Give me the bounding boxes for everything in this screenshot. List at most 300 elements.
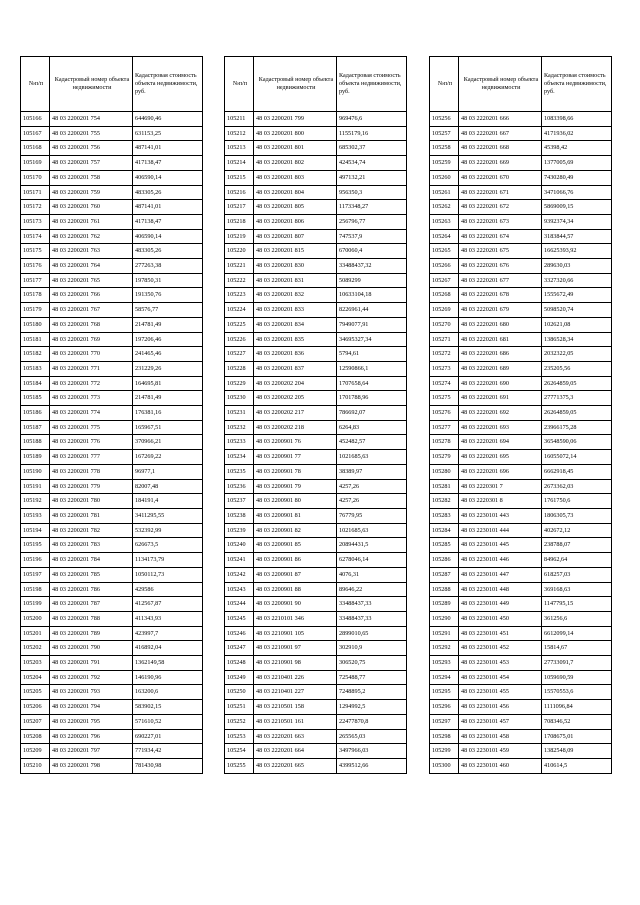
cell-cadastral-value: 102621,08 xyxy=(542,317,612,332)
cell-cadastral-value: 1173348,27 xyxy=(337,200,407,215)
cell-cadastral-value: 36548590,06 xyxy=(542,435,612,450)
cell-cadastral-number: 48 03 2200201 794 xyxy=(50,700,133,715)
cell-num: 105216 xyxy=(225,185,254,200)
table-row xyxy=(225,435,407,450)
table-row xyxy=(225,376,407,391)
table-row xyxy=(430,347,612,362)
table-row xyxy=(225,361,407,376)
table-row xyxy=(21,523,203,538)
cell-cadastral-value: 34695327,34 xyxy=(337,332,407,347)
table-row xyxy=(430,259,612,274)
table-row xyxy=(430,494,612,509)
cell-cadastral-number: 48 03 2200201 836 xyxy=(254,347,337,362)
cell-cadastral-number: 48 03 2220201 675 xyxy=(459,244,542,259)
table-row xyxy=(225,112,407,127)
cell-num: 105293 xyxy=(430,656,459,671)
table-row xyxy=(430,112,612,127)
cell-cadastral-value: 214781,49 xyxy=(133,317,203,332)
cell-num: 105273 xyxy=(430,361,459,376)
cell-cadastral-number: 48 03 2200201 755 xyxy=(50,126,133,141)
cell-cadastral-number: 48 03 2200901 79 xyxy=(254,479,337,494)
cell-cadastral-number: 48 03 2200201 800 xyxy=(254,126,337,141)
cell-cadastral-value: 96977,1 xyxy=(133,464,203,479)
cell-num: 105167 xyxy=(21,126,50,141)
cell-num: 105296 xyxy=(430,700,459,715)
cell-num: 105252 xyxy=(225,714,254,729)
cell-cadastral-number: 48 03 2200901 88 xyxy=(254,582,337,597)
table-row xyxy=(430,508,612,523)
cell-num: 105231 xyxy=(225,406,254,421)
cell-cadastral-number: 48 03 2200901 78 xyxy=(254,464,337,479)
cell-cadastral-number: 48 03 2230101 444 xyxy=(459,523,542,538)
cell-num: 105263 xyxy=(430,214,459,229)
cell-cadastral-number: 48 03 2200201 786 xyxy=(50,582,133,597)
cell-num: 105166 xyxy=(21,112,50,127)
cell-num: 105189 xyxy=(21,450,50,465)
cell-num: 105220 xyxy=(225,244,254,259)
cell-num: 105284 xyxy=(430,523,459,538)
table-row xyxy=(225,611,407,626)
cell-num: 105262 xyxy=(430,200,459,215)
cell-num: 105287 xyxy=(430,567,459,582)
cell-cadastral-number: 48 03 2230101 446 xyxy=(459,553,542,568)
cell-num: 105172 xyxy=(21,200,50,215)
cell-num: 105232 xyxy=(225,420,254,435)
header-num: №п/п xyxy=(225,57,254,112)
cell-cadastral-number: 48 03 2200201 769 xyxy=(50,332,133,347)
cell-cadastral-number: 48 03 2210901 97 xyxy=(254,641,337,656)
table-row xyxy=(225,450,407,465)
table-row xyxy=(225,126,407,141)
cell-cadastral-value: 33488437,32 xyxy=(337,259,407,274)
cell-num: 105187 xyxy=(21,420,50,435)
cell-num: 105171 xyxy=(21,185,50,200)
cell-num: 105280 xyxy=(430,464,459,479)
cell-num: 105300 xyxy=(430,758,459,773)
cell-cadastral-number: 48 03 2200901 82 xyxy=(254,523,337,538)
table-row xyxy=(430,553,612,568)
cell-cadastral-number: 48 03 2200901 80 xyxy=(254,494,337,509)
cell-cadastral-value: 184191,4 xyxy=(133,494,203,509)
cell-cadastral-number: 48 03 2220201 680 xyxy=(459,317,542,332)
cell-cadastral-number: 48 03 2200201 758 xyxy=(50,170,133,185)
cell-cadastral-number: 48 03 2200201 761 xyxy=(50,214,133,229)
cell-cadastral-value: 487141,01 xyxy=(133,141,203,156)
table-row xyxy=(225,567,407,582)
cell-num: 105228 xyxy=(225,361,254,376)
cell-num: 105227 xyxy=(225,347,254,362)
cell-cadastral-number: 48 03 2220201 686 xyxy=(459,347,542,362)
cell-cadastral-value: 27771375,3 xyxy=(542,391,612,406)
table-row xyxy=(430,332,612,347)
table-row xyxy=(430,406,612,421)
cell-cadastral-value: 1707658,64 xyxy=(337,376,407,391)
cell-num: 105188 xyxy=(21,435,50,450)
cell-num: 105178 xyxy=(21,288,50,303)
cadastral-table-3 xyxy=(429,56,612,774)
cell-cadastral-number: 48 03 2200201 766 xyxy=(50,288,133,303)
cell-cadastral-value: 1147795,15 xyxy=(542,597,612,612)
cell-cadastral-number: 48 03 2200901 90 xyxy=(254,597,337,612)
cell-num: 105224 xyxy=(225,303,254,318)
cell-cadastral-value: 483305,26 xyxy=(133,244,203,259)
cell-num: 105299 xyxy=(430,744,459,759)
table-row xyxy=(225,744,407,759)
cell-cadastral-value: 15814,67 xyxy=(542,641,612,656)
header-cadastral-number: Кадастровый номер объекта недвижимости xyxy=(254,57,337,112)
table-row xyxy=(225,214,407,229)
cell-cadastral-number: 48 03 2220201 676 xyxy=(459,259,542,274)
cell-cadastral-value: 167269,22 xyxy=(133,450,203,465)
cell-cadastral-number: 48 03 2220201 678 xyxy=(459,288,542,303)
cell-cadastral-value: 4257,26 xyxy=(337,494,407,509)
table-row xyxy=(430,435,612,450)
cell-num: 105184 xyxy=(21,376,50,391)
table-row xyxy=(21,700,203,715)
header-num: №п/п xyxy=(430,57,459,112)
cell-cadastral-number: 48 03 2230101 456 xyxy=(459,700,542,715)
cell-num: 105214 xyxy=(225,156,254,171)
cell-num: 105180 xyxy=(21,317,50,332)
cell-cadastral-value: 406590,14 xyxy=(133,229,203,244)
cell-num: 105254 xyxy=(225,744,254,759)
cell-cadastral-number: 48 03 2200201 789 xyxy=(50,626,133,641)
table-row xyxy=(225,656,407,671)
cell-num: 105169 xyxy=(21,156,50,171)
cell-cadastral-value: 417138,47 xyxy=(133,214,203,229)
table-row xyxy=(21,420,203,435)
header-cadastral-number: Кадастровый номер объекта недвижимости xyxy=(459,57,542,112)
cell-cadastral-value: 1761750,6 xyxy=(542,494,612,509)
table-row xyxy=(225,288,407,303)
cell-cadastral-number: 48 03 2200901 86 xyxy=(254,553,337,568)
cell-cadastral-number: 48 03 2230101 460 xyxy=(459,758,542,773)
cell-num: 105191 xyxy=(21,479,50,494)
table-row xyxy=(225,273,407,288)
cell-cadastral-value: 58576,77 xyxy=(133,303,203,318)
cell-cadastral-number: 48 03 2230101 445 xyxy=(459,538,542,553)
table-row xyxy=(225,641,407,656)
cell-cadastral-value: 7430280,49 xyxy=(542,170,612,185)
cell-cadastral-value: 16625393,92 xyxy=(542,244,612,259)
cell-cadastral-value: 84962,64 xyxy=(542,553,612,568)
cell-cadastral-value: 235205,56 xyxy=(542,361,612,376)
table-row xyxy=(430,141,612,156)
cell-cadastral-number: 48 03 2200901 87 xyxy=(254,567,337,582)
cell-num: 105250 xyxy=(225,685,254,700)
cell-cadastral-number: 48 03 2200201 830 xyxy=(254,259,337,274)
cell-cadastral-number: 48 03 2200201 815 xyxy=(254,244,337,259)
cell-num: 105177 xyxy=(21,273,50,288)
cell-num: 105222 xyxy=(225,273,254,288)
cell-num: 105279 xyxy=(430,450,459,465)
table-row xyxy=(225,538,407,553)
cell-cadastral-value: 1059690,59 xyxy=(542,670,612,685)
table-row xyxy=(21,185,203,200)
cell-num: 105186 xyxy=(21,406,50,421)
cell-num: 105211 xyxy=(225,112,254,127)
cell-cadastral-number: 48 03 2200201 793 xyxy=(50,685,133,700)
table-row xyxy=(21,435,203,450)
cell-cadastral-value: 9392374,34 xyxy=(542,214,612,229)
cell-cadastral-value: 238788,07 xyxy=(542,538,612,553)
cell-num: 105226 xyxy=(225,332,254,347)
table-row xyxy=(21,126,203,141)
table-row xyxy=(21,361,203,376)
cell-cadastral-number: 48 03 2220301 8 xyxy=(459,494,542,509)
cell-cadastral-number: 48 03 2200901 85 xyxy=(254,538,337,553)
cell-cadastral-number: 48 03 2220201 669 xyxy=(459,156,542,171)
cell-cadastral-number: 48 03 2200201 784 xyxy=(50,553,133,568)
cell-cadastral-value: 1362149,58 xyxy=(133,656,203,671)
table-row xyxy=(21,170,203,185)
table-row xyxy=(430,288,612,303)
cell-cadastral-number: 48 03 2230101 443 xyxy=(459,508,542,523)
table-row xyxy=(225,406,407,421)
cell-cadastral-value: 412567,87 xyxy=(133,597,203,612)
cell-cadastral-value: 1021685,63 xyxy=(337,450,407,465)
cell-cadastral-value: 231229,26 xyxy=(133,361,203,376)
cell-cadastral-value: 3327320,66 xyxy=(542,273,612,288)
cell-cadastral-value: 1050112,73 xyxy=(133,567,203,582)
table-row xyxy=(21,479,203,494)
table-row xyxy=(21,758,203,773)
cell-cadastral-number: 48 03 2220201 690 xyxy=(459,376,542,391)
cell-num: 105242 xyxy=(225,567,254,582)
table-row xyxy=(21,494,203,509)
cell-num: 105265 xyxy=(430,244,459,259)
cell-cadastral-value: 406590,14 xyxy=(133,170,203,185)
cell-cadastral-number: 48 03 2220201 673 xyxy=(459,214,542,229)
cell-num: 105275 xyxy=(430,391,459,406)
cell-cadastral-number: 48 03 2200201 798 xyxy=(50,758,133,773)
cell-cadastral-number: 48 03 2200201 765 xyxy=(50,273,133,288)
cell-num: 105283 xyxy=(430,508,459,523)
cell-cadastral-value: 532392,99 xyxy=(133,523,203,538)
cell-cadastral-number: 48 03 2220201 689 xyxy=(459,361,542,376)
table-row xyxy=(21,406,203,421)
header-num: №п/п xyxy=(21,57,50,112)
cell-num: 105298 xyxy=(430,729,459,744)
cell-cadastral-value: 1382548,09 xyxy=(542,744,612,759)
cell-num: 105225 xyxy=(225,317,254,332)
cell-cadastral-value: 685302,37 xyxy=(337,141,407,156)
table-header-row xyxy=(21,57,203,112)
cell-cadastral-value: 176381,16 xyxy=(133,406,203,421)
cell-cadastral-number: 48 03 2200201 795 xyxy=(50,714,133,729)
table-row xyxy=(225,479,407,494)
cell-cadastral-number: 48 03 2220201 692 xyxy=(459,406,542,421)
cell-cadastral-value: 747537,9 xyxy=(337,229,407,244)
table-row xyxy=(225,758,407,773)
cell-num: 105168 xyxy=(21,141,50,156)
cell-cadastral-number: 48 03 2220201 691 xyxy=(459,391,542,406)
table-row xyxy=(430,700,612,715)
cell-cadastral-number: 48 03 2200201 833 xyxy=(254,303,337,318)
table-row xyxy=(225,259,407,274)
cell-num: 105223 xyxy=(225,288,254,303)
table-header-row xyxy=(225,57,407,112)
cell-num: 105210 xyxy=(21,758,50,773)
cell-num: 105174 xyxy=(21,229,50,244)
cell-cadastral-number: 48 03 2200201 835 xyxy=(254,332,337,347)
cell-num: 105266 xyxy=(430,259,459,274)
cell-cadastral-number: 48 03 2200201 807 xyxy=(254,229,337,244)
table-row xyxy=(225,244,407,259)
cell-cadastral-value: 3497966,03 xyxy=(337,744,407,759)
cell-num: 105272 xyxy=(430,347,459,362)
cell-cadastral-number: 48 03 2200201 775 xyxy=(50,420,133,435)
cell-cadastral-value: 1806305,73 xyxy=(542,508,612,523)
cell-num: 105233 xyxy=(225,435,254,450)
table-row xyxy=(430,420,612,435)
table-row xyxy=(430,317,612,332)
table-row xyxy=(21,156,203,171)
cell-cadastral-value: 571610,52 xyxy=(133,714,203,729)
cell-cadastral-number: 48 03 2220201 694 xyxy=(459,435,542,450)
table-row xyxy=(225,700,407,715)
table-row xyxy=(225,229,407,244)
cell-cadastral-number: 48 03 2220201 696 xyxy=(459,464,542,479)
cell-cadastral-number: 48 03 2220201 668 xyxy=(459,141,542,156)
cell-num: 105294 xyxy=(430,670,459,685)
cell-cadastral-number: 48 03 2220301 7 xyxy=(459,479,542,494)
cell-cadastral-value: 786692,07 xyxy=(337,406,407,421)
cell-num: 105292 xyxy=(430,641,459,656)
cell-cadastral-value: 16055072,14 xyxy=(542,450,612,465)
cell-cadastral-number: 48 03 2220201 679 xyxy=(459,303,542,318)
cell-num: 105244 xyxy=(225,597,254,612)
table-row xyxy=(21,656,203,671)
cell-cadastral-number: 48 03 2200201 776 xyxy=(50,435,133,450)
table-row xyxy=(21,670,203,685)
table-row xyxy=(225,317,407,332)
cell-cadastral-number: 48 03 2220201 695 xyxy=(459,450,542,465)
cell-num: 105290 xyxy=(430,611,459,626)
table-row xyxy=(430,685,612,700)
table-row xyxy=(430,479,612,494)
table-row xyxy=(21,200,203,215)
cell-cadastral-number: 48 03 2200201 804 xyxy=(254,185,337,200)
cell-cadastral-value: 956350,3 xyxy=(337,185,407,200)
table-row xyxy=(225,200,407,215)
cell-num: 105253 xyxy=(225,729,254,744)
cell-cadastral-value: 302910,9 xyxy=(337,641,407,656)
cell-num: 105239 xyxy=(225,523,254,538)
cell-cadastral-number: 48 03 2200201 762 xyxy=(50,229,133,244)
cell-cadastral-value: 1708675,01 xyxy=(542,729,612,744)
cell-cadastral-value: 82007,48 xyxy=(133,479,203,494)
cell-cadastral-number: 48 03 2200201 770 xyxy=(50,347,133,362)
cell-num: 105247 xyxy=(225,641,254,656)
cell-cadastral-number: 48 03 2230101 449 xyxy=(459,597,542,612)
cell-cadastral-value: 265565,03 xyxy=(337,729,407,744)
cell-cadastral-number: 48 03 2200201 767 xyxy=(50,303,133,318)
cell-cadastral-number: 48 03 2200201 763 xyxy=(50,244,133,259)
cell-num: 105198 xyxy=(21,582,50,597)
cell-cadastral-value: 2673362,03 xyxy=(542,479,612,494)
cell-num: 105257 xyxy=(430,126,459,141)
cell-cadastral-number: 48 03 2220201 663 xyxy=(254,729,337,744)
cell-cadastral-number: 48 03 2220201 681 xyxy=(459,332,542,347)
cell-cadastral-number: 48 03 2200201 759 xyxy=(50,185,133,200)
cell-cadastral-value: 241465,46 xyxy=(133,347,203,362)
cell-cadastral-number: 48 03 2210901 105 xyxy=(254,626,337,641)
cell-cadastral-number: 48 03 2230101 459 xyxy=(459,744,542,759)
cell-num: 105255 xyxy=(225,758,254,773)
table-row xyxy=(430,714,612,729)
cell-cadastral-value: 6612099,14 xyxy=(542,626,612,641)
cell-cadastral-number: 48 03 2220201 667 xyxy=(459,126,542,141)
cell-cadastral-number: 48 03 2210401 227 xyxy=(254,685,337,700)
cell-cadastral-number: 48 03 2200201 837 xyxy=(254,361,337,376)
cell-cadastral-value: 1083398,66 xyxy=(542,112,612,127)
table-row xyxy=(21,273,203,288)
cell-cadastral-number: 48 03 2200201 783 xyxy=(50,538,133,553)
cell-cadastral-number: 48 03 2230101 450 xyxy=(459,611,542,626)
cell-num: 105259 xyxy=(430,156,459,171)
cell-cadastral-value: 670060,4 xyxy=(337,244,407,259)
cell-cadastral-number: 48 03 2200201 832 xyxy=(254,288,337,303)
table-row xyxy=(430,126,612,141)
cell-cadastral-value: 33488437,33 xyxy=(337,597,407,612)
cell-num: 105282 xyxy=(430,494,459,509)
cell-cadastral-value: 33488437,33 xyxy=(337,611,407,626)
cell-cadastral-number: 48 03 2200901 76 xyxy=(254,435,337,450)
cell-cadastral-number: 48 03 2200201 806 xyxy=(254,214,337,229)
table-row xyxy=(21,611,203,626)
table-row xyxy=(430,200,612,215)
cell-cadastral-number: 48 03 2200201 785 xyxy=(50,567,133,582)
cell-num: 105221 xyxy=(225,259,254,274)
table-row xyxy=(21,508,203,523)
cell-cadastral-number: 48 03 2200201 788 xyxy=(50,611,133,626)
cell-num: 105261 xyxy=(430,185,459,200)
cell-cadastral-number: 48 03 2230101 453 xyxy=(459,656,542,671)
cell-cadastral-number: 48 03 2200201 790 xyxy=(50,641,133,656)
cell-cadastral-value: 5794,61 xyxy=(337,347,407,362)
cell-num: 105179 xyxy=(21,303,50,318)
cell-cadastral-number: 48 03 2200201 805 xyxy=(254,200,337,215)
cell-cadastral-value: 690227,01 xyxy=(133,729,203,744)
cell-num: 105285 xyxy=(430,538,459,553)
table-row xyxy=(21,376,203,391)
header-cadastral-value: Кадастровая стоимость объекта недвижимости, руб. xyxy=(133,57,203,112)
cell-cadastral-number: 48 03 2230101 447 xyxy=(459,567,542,582)
cell-num: 105289 xyxy=(430,597,459,612)
table-row xyxy=(430,538,612,553)
cell-cadastral-value: 4076,31 xyxy=(337,567,407,582)
table-row xyxy=(430,303,612,318)
cell-cadastral-value: 424534,74 xyxy=(337,156,407,171)
cell-cadastral-value: 26264859,05 xyxy=(542,376,612,391)
cell-cadastral-value: 22477870,8 xyxy=(337,714,407,729)
table-row xyxy=(21,244,203,259)
cell-num: 105170 xyxy=(21,170,50,185)
cell-num: 105256 xyxy=(430,112,459,127)
cell-num: 105195 xyxy=(21,538,50,553)
cell-cadastral-number: 48 03 2200201 791 xyxy=(50,656,133,671)
cell-num: 105277 xyxy=(430,420,459,435)
cell-cadastral-value: 2032322,05 xyxy=(542,347,612,362)
cell-cadastral-number: 48 03 2220201 693 xyxy=(459,420,542,435)
cell-cadastral-number: 48 03 2230101 448 xyxy=(459,582,542,597)
cell-num: 105268 xyxy=(430,288,459,303)
cell-cadastral-value: 8226961,44 xyxy=(337,303,407,318)
cell-cadastral-value: 76779,95 xyxy=(337,508,407,523)
cell-cadastral-value: 3471066,76 xyxy=(542,185,612,200)
cell-cadastral-number: 48 03 2200201 754 xyxy=(50,112,133,127)
